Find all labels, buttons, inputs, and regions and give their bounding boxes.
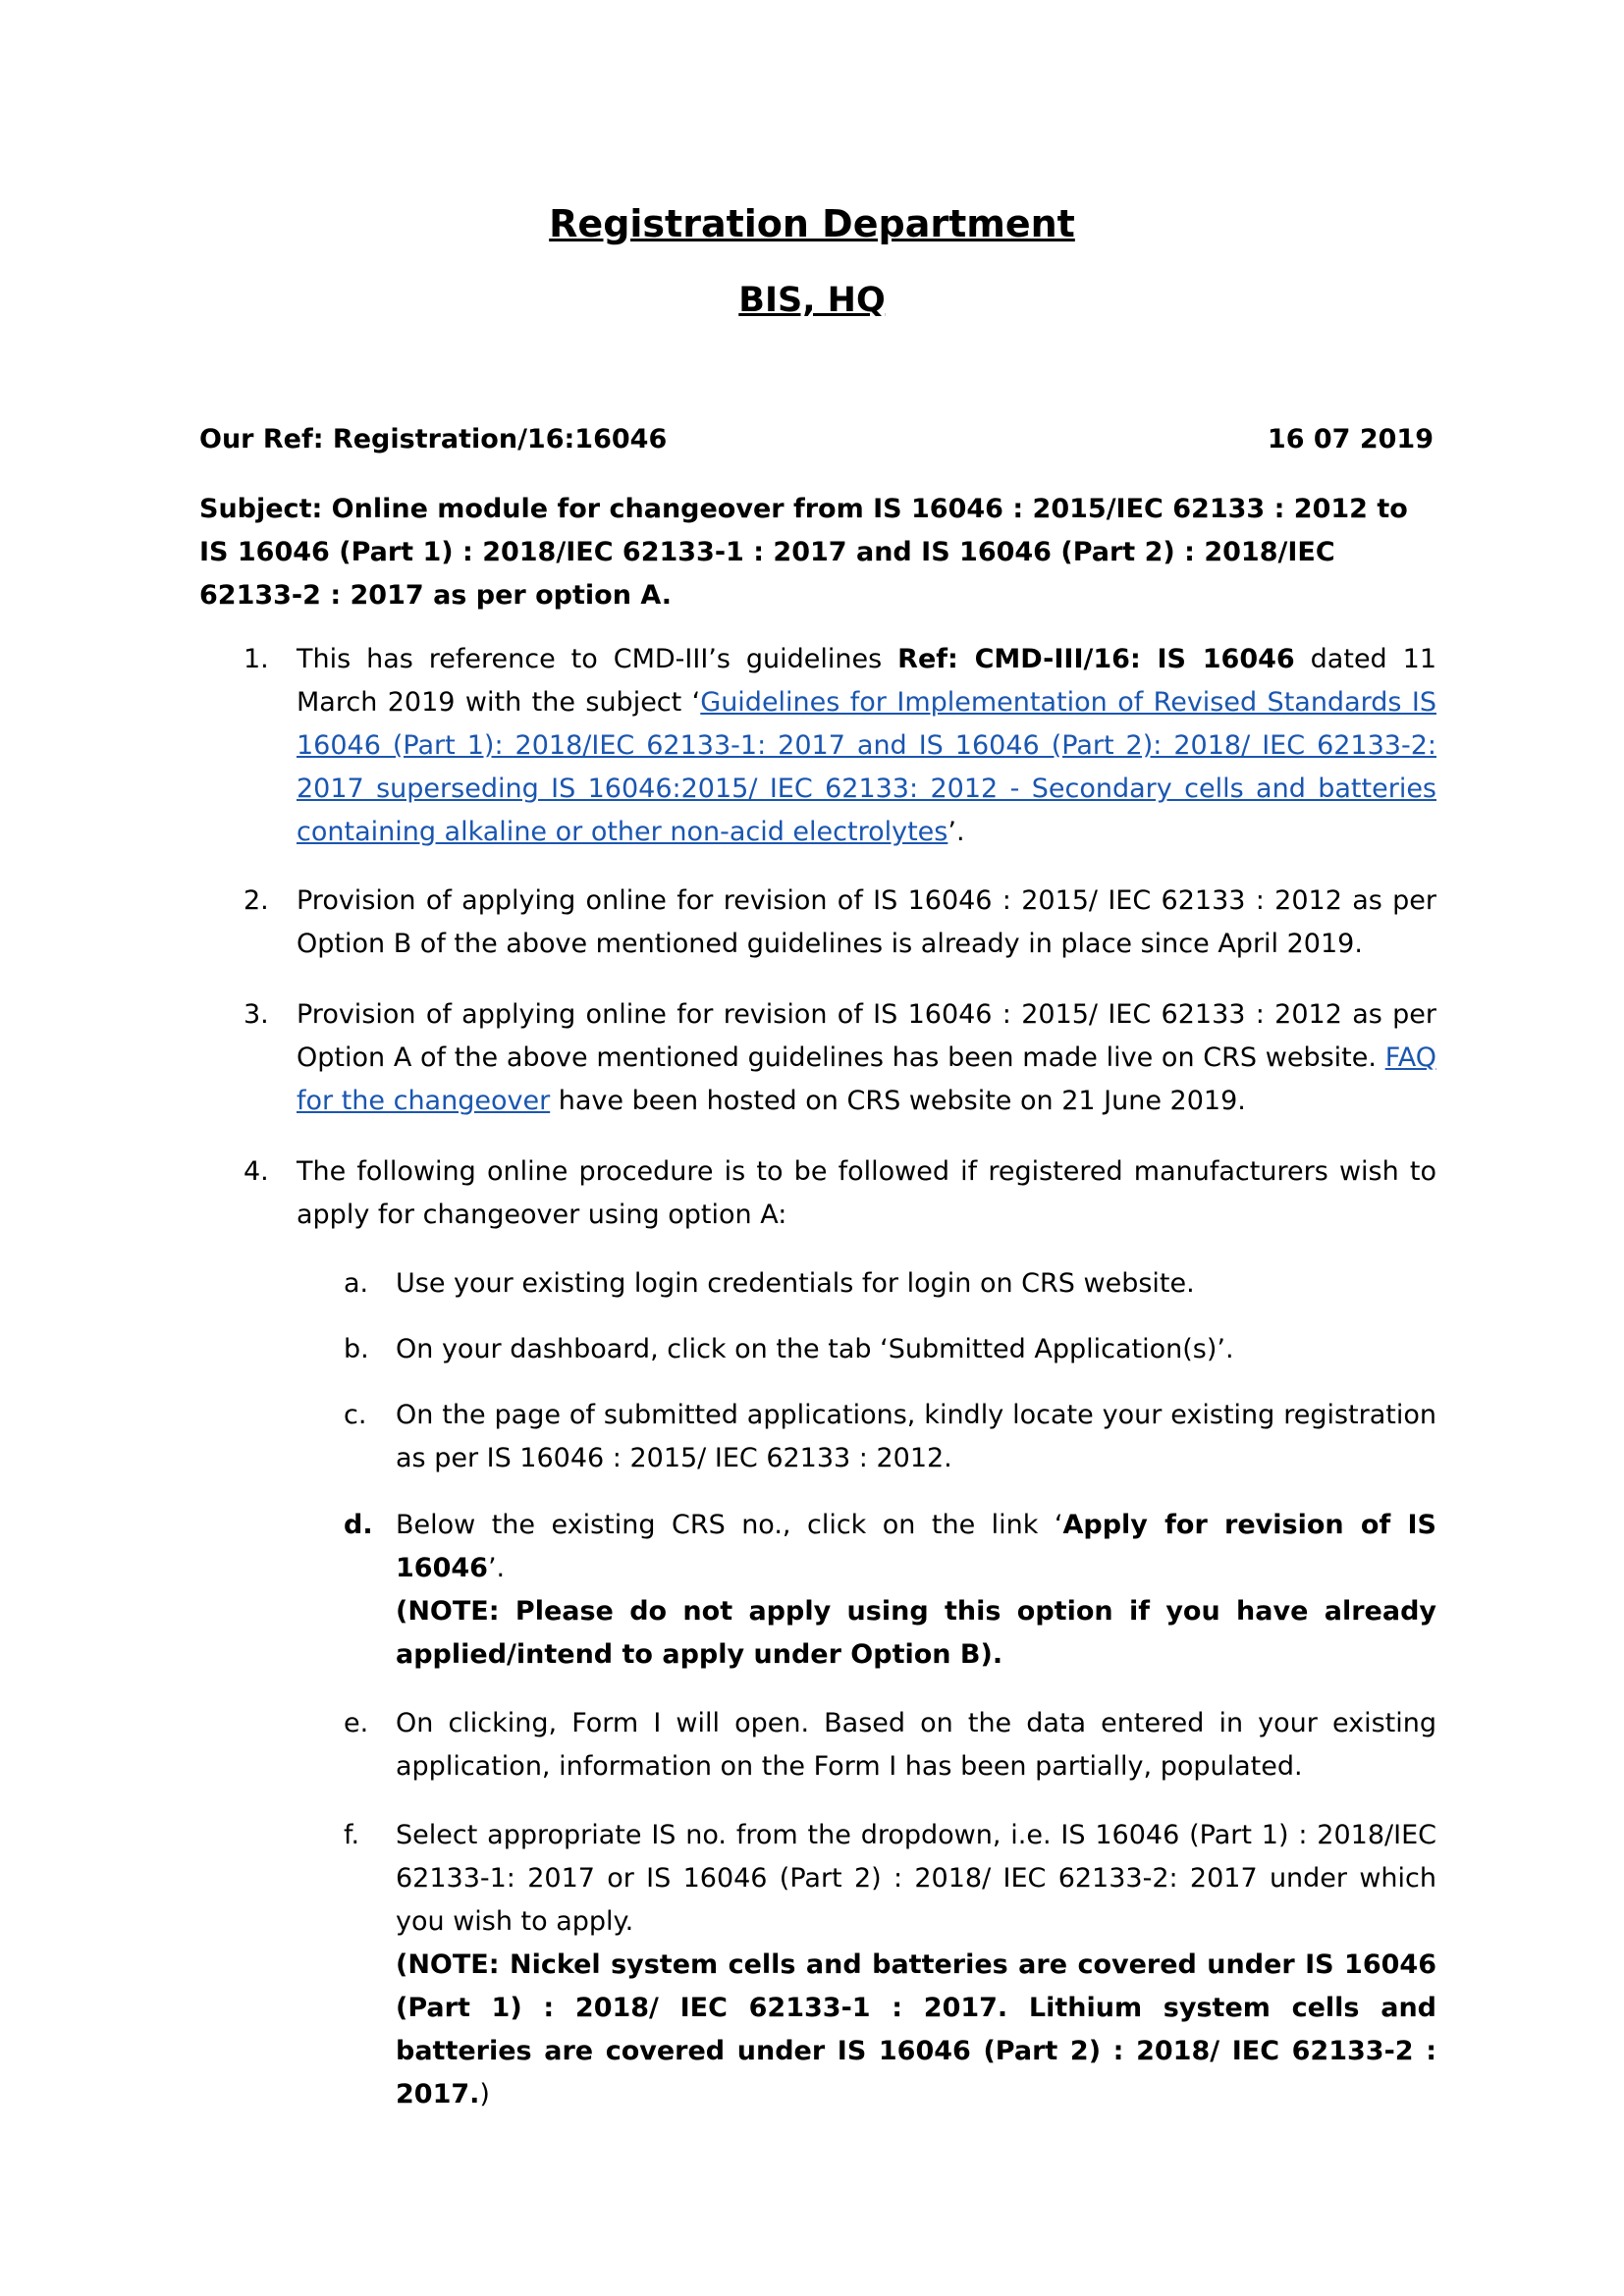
sub-item-text: On clicking, Form I will open. Based on the data entered in your existing application, information on the Form I has been partially, populated.: [396, 1708, 1436, 1782]
list-number: 3.: [244, 999, 269, 1030]
sub-item-text: [396, 1504, 1436, 1590]
text-run: Below the existing CRS no., click on the link ‘: [396, 1510, 1063, 1540]
list-item-text: The following online procedure is to be followed if registered manufacturers wish to apply for changeover using option A:: [297, 1156, 1436, 1230]
list-item-text: [297, 993, 1436, 1123]
sub-letter: a.: [344, 1268, 369, 1299]
text-run: have been hosted on CRS website on 21 June 2019.: [550, 1086, 1246, 1116]
sub-item-text: On the page of submitted applications, kindly locate your existing registration as per IS 16046 : 2015/ IEC 62133 : 2012.: [396, 1400, 1436, 1473]
sub-letter: f.: [344, 1820, 360, 1850]
page-subtitle: BIS, HQ: [738, 281, 886, 320]
faq-link[interactable]: FAQ for the changeover: [297, 1042, 1436, 1116]
page-title: Registration Department: [549, 202, 1075, 245]
bold-reference: Ref: CMD-III/16: IS 16046: [897, 644, 1295, 674]
text-run: Provision of applying online for revision of IS 16046 : 2015/ IEC 62133 : 2012 as per Option A of the above mentioned guidelines has been made live on CRS website.: [297, 999, 1436, 1073]
guidelines-link[interactable]: Guidelines for Implementation of Revised Standards IS 16046 (Part 1): 2018/IEC 62133-1: 2017 and IS 16046 (Part 2): 2018/ IEC 62133-2: 2017 superseding IS 16046:2015/ IEC 62133: 2012 - Secondary cells and batteries containing alkaline or other non-acid electrolytes: [297, 687, 1436, 847]
sub-letter: c.: [344, 1400, 367, 1430]
text-run: ): [479, 2079, 490, 2109]
list-item-text: Provision of applying online for revision of IS 16046 : 2015/ IEC 62133 : 2012 as per Option B of the above mentioned guidelines is already in place since April 2019.: [297, 885, 1436, 959]
sub-letter: d.: [344, 1510, 373, 1540]
text-run: dated 11 March 2019 with the subject ‘: [297, 644, 1436, 718]
text-run: Select appropriate IS no. from the dropdown, i.e. IS 16046 (Part 1) : 2018/IEC 62133-1: 2017 or IS 16046 (Part 2) : 2018/ IEC 62133-2: 2017 under which you wish to apply.: [396, 1820, 1436, 1937]
list-number: 4.: [244, 1156, 269, 1187]
bold-link-name: Apply for revision of IS 16046: [396, 1510, 1436, 1583]
sub-item-text: On your dashboard, click on the tab ‘Submitted Application(s)’.: [396, 1334, 1234, 1364]
sub-letter: e.: [344, 1708, 369, 1738]
reference-number: Our Ref: Registration/16:16046: [199, 424, 668, 454]
list-item-text: [297, 638, 1436, 854]
sub-item-text: [396, 1814, 1436, 2116]
list-number: 1.: [244, 644, 269, 674]
sub-item-text: Use your existing login credentials for login on CRS website.: [396, 1268, 1195, 1299]
text-run: ’.: [947, 817, 965, 847]
list-number: 2.: [244, 885, 269, 916]
sub-letter: b.: [344, 1334, 369, 1364]
sub-item-note: (NOTE: Nickel system cells and batteries are covered under IS 16046 (Part 1) : 2018/ IEC 62133-1 : 2017. Lithium system cells and batteries are covered under IS 16046 (Part 2) : 2018/ IEC 62133-2 : 2017.: [396, 1949, 1436, 2109]
sub-item-note: (NOTE: Please do not apply using this option if you have already applied/intend to apply under Option B).: [396, 1596, 1436, 1670]
text-run: This has reference to CMD-III’s guidelines: [297, 644, 898, 674]
text-run: ’.: [487, 1553, 506, 1583]
document-date: 16 07 2019: [1267, 424, 1434, 454]
subject-line: Subject: Online module for changeover from IS 16046 : 2015/IEC 62133 : 2012 to IS 16046 (Part 1) : 2018/IEC 62133-1 : 2017 and IS 16046 (Part 2) : 2018/IEC 62133-2 : 2017 as per option A.: [199, 494, 1408, 611]
